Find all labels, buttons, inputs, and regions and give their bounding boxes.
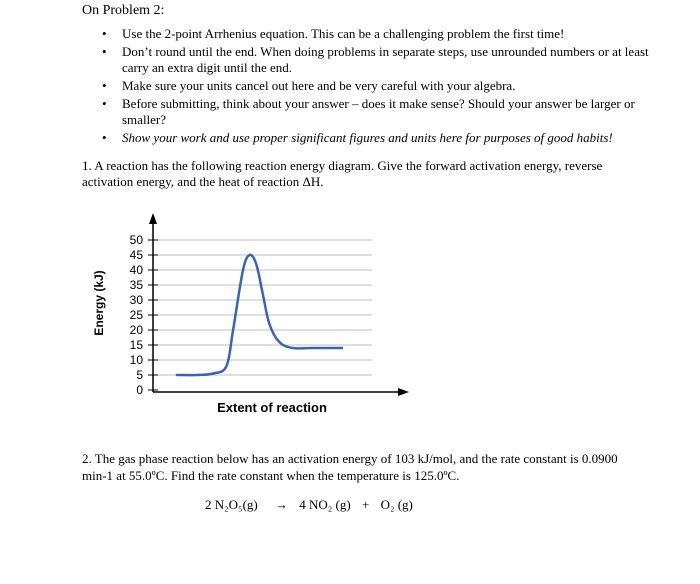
chemical-equation bbox=[205, 497, 413, 513]
y-axis-arrow-icon bbox=[149, 213, 157, 224]
y-tick-label: 25 bbox=[129, 308, 143, 322]
x-axis-arrow-icon bbox=[398, 388, 409, 396]
y-tick-label: 50 bbox=[129, 233, 143, 247]
y-tick-label: 20 bbox=[129, 323, 143, 337]
x-axis-label: Extent of reaction bbox=[217, 400, 327, 415]
equation-reactant: 2 N₂O₅(g) bbox=[205, 497, 258, 512]
tip-text: Use the 2-point Arrhenius equation. This can be a challenging problem the first time! bbox=[122, 26, 565, 41]
y-tick-label: 10 bbox=[129, 353, 143, 367]
gridlines bbox=[153, 240, 372, 375]
bullet-icon: • bbox=[102, 44, 107, 59]
tip-text: Don’t round until the end. When doing problems in separate steps, use unrounded numbers or at least carry an extra digit until the end. bbox=[122, 44, 649, 75]
equation-product-1: 4 NO₂ (g) bbox=[299, 497, 351, 512]
y-tick-label: 30 bbox=[129, 293, 143, 307]
tip-text: Show your work and use proper significant figures and units here for purposes of good habits! bbox=[122, 130, 613, 145]
bullet-icon: • bbox=[102, 26, 107, 41]
tip-text: Before submitting, think about your answer – does it make sense? Should your answer be larger or smaller? bbox=[122, 96, 635, 127]
question-1: 1. A reaction has the following reaction energy diagram. Give the forward activation energy, reverse activation energy, and the heat of reaction ΔH. bbox=[82, 158, 603, 189]
bullet-icon: • bbox=[102, 96, 107, 111]
y-tick-label: 15 bbox=[129, 338, 143, 352]
equation-plus: + bbox=[361, 497, 370, 512]
equation-product-2: O₂ (g) bbox=[380, 497, 413, 512]
y-tick-label: 40 bbox=[129, 263, 143, 277]
y-tick-label: 35 bbox=[129, 278, 143, 292]
bullet-icon: • bbox=[102, 78, 107, 93]
page-heading: On Problem 2: bbox=[82, 3, 165, 18]
reaction-arrow: → bbox=[275, 497, 288, 512]
bullet-icon: • bbox=[102, 130, 107, 145]
y-tick-label: 45 bbox=[129, 248, 143, 262]
y-axis-label: Energy (kJ) bbox=[92, 270, 106, 336]
question-2: 2. The gas phase reaction below has an activation energy of 103 kJ/mol, and the rate constant is 0.0900 min-1 at 55.0ºC. Find the rate constant when the temperature is 125.0ºC. bbox=[82, 451, 618, 483]
tip-text: Make sure your units cancel out here and be very careful with your algebra. bbox=[122, 78, 516, 93]
y-tick-label: 0 bbox=[136, 383, 143, 397]
y-tick-label: 5 bbox=[136, 368, 143, 382]
